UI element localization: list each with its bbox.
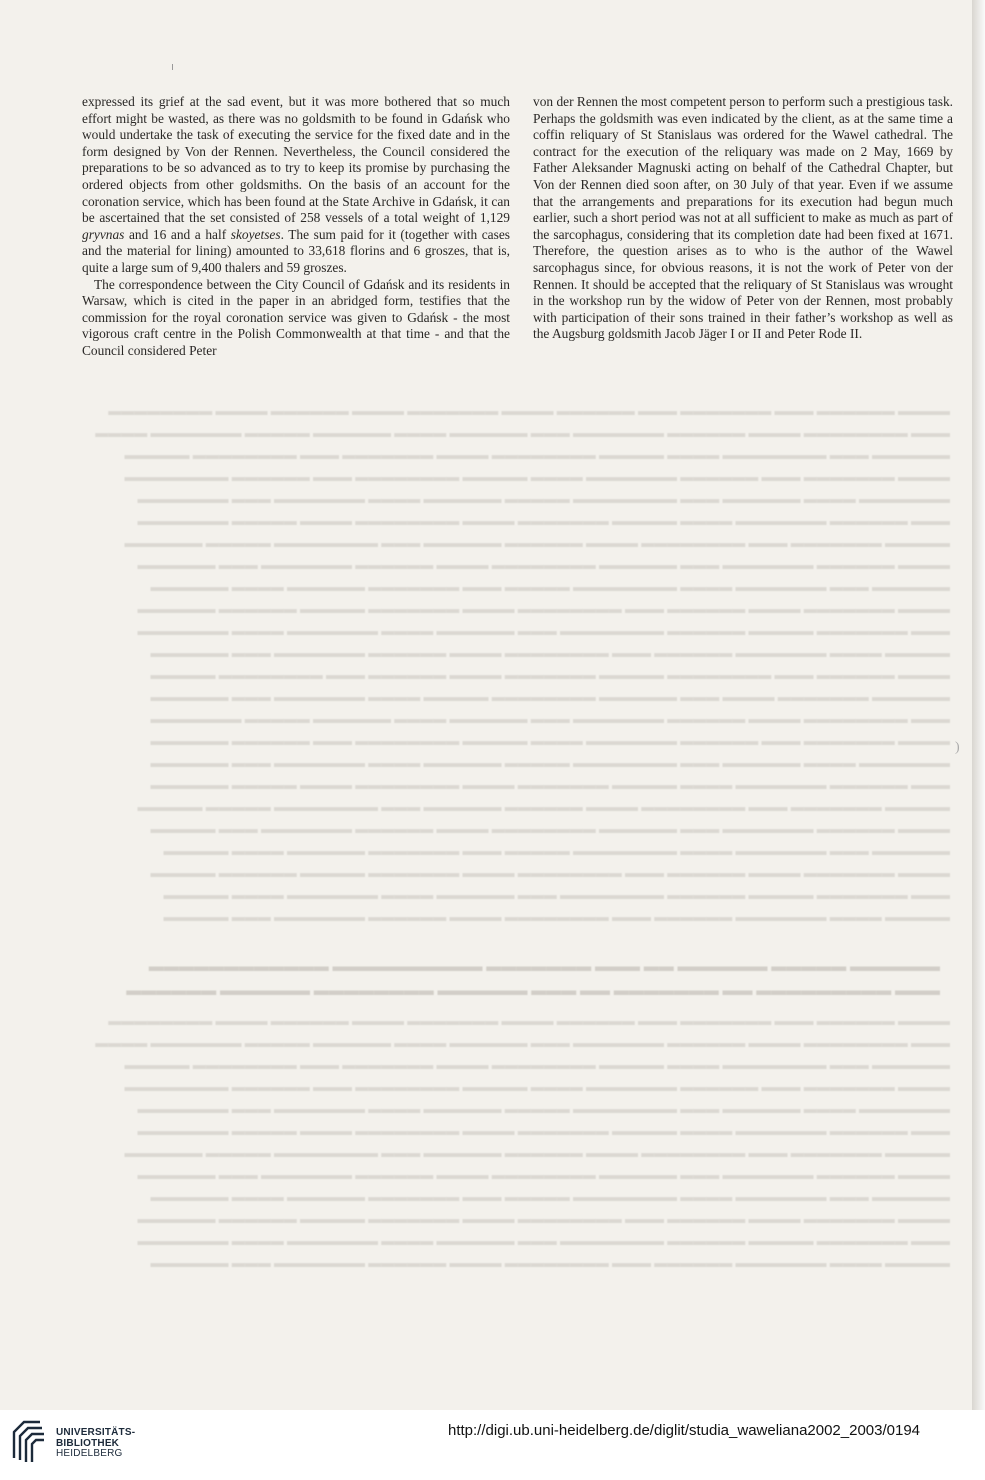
footer-bar xyxy=(0,1410,985,1480)
left-paragraph-1: expressed its grief at the sad event, but it was more bothered that so much effort might be wasted, as there was no goldsmith to be found in Gdańsk who would undertake the task of executing the service for the fixed date and in the form designed by Von der Rennen. Nevertheless, the Council considered the preparations to be so advanced as to try to keep its promise by purchasing the ordered objects from other goldsmiths. On the basis of an account for the coronation service, which has been found at the State Archive in Gdańsk, it can be ascertained that the set consisted of 258 vessels of a total weight of 1,129 gryvnas and 16 and a half skoyetses. The sum paid for it (together with cases and the material for lining) amounted to 33,618 florins and 6 groszes, that is, quite a large sum of 9,400 thalers and 59 groszes. xyxy=(82,94,510,275)
library-name[interactable]: UNIVERSITÄTS- BIBLIOTHEK HEIDELBERG xyxy=(56,1427,136,1459)
left-text-column xyxy=(82,94,510,360)
left-paragraph-2: The correspondence between the City Council of Gdańsk and its residents in Warsaw, which is cited in the paper in an abridged form, testifies that the commission for the royal coronation service was given to Gdańsk - the most vigorous craft centre in the Polish Commonwealth at that time - and that the Council considered Peter xyxy=(82,276,510,358)
permalink-url[interactable]: http://digi.ub.uni-heidelberg.de/diglit/studia_waweliana2002_2003/0194 xyxy=(448,1422,921,1439)
margin-tick xyxy=(172,64,173,70)
page-edge-shadow xyxy=(972,0,985,1410)
university-library-logo-icon[interactable] xyxy=(10,1418,48,1464)
right-text-column xyxy=(533,94,953,343)
right-paragraph-1: von der Rennen the most competent person to perform such a prestigious task. Perhaps the goldsmith was even indicated by the client, as at the same time a coffin reliquary of St Stanislaus was ordered for the Wawel cathedral. The contract for the execution of the reliquary was made on 2 May, 1669 by Father Aleksander Magnuski acting on behalf of the Cathedral Chapter, but Von der Rennen died soon after, on 30 July of that year. Even if we assume that the arrangements and preparations for its execution had begun much earlier, such a short period was not at all sufficient to make as much as part of the sarcophagus, considering that its completion date had been fixed at 1671. Therefore, the question arises as to who is the author of the Wawel sarcophagus since, for obvious reasons, it is not the work of Peter von der Rennen. It should be accepted that the reliquary of St Stanislaus was wrought in the workshop run by the widow of Peter von der Rennen, most probably with participation of their sons trained in their father’s workshop as well as the Augsburg goldsmith Jacob Jäger I or II and Peter Rode II. xyxy=(533,94,953,342)
margin-bracket-mark: ) xyxy=(955,740,960,755)
bleed-through-text: ▬▬▬▬ ▬▬▬▬▬▬ ▬▬▬ ▬▬▬▬▬▬▬ ▬▬▬ ▬▬▬▬▬▬ ▬▬▬▬ ▬▬▬▬▬▬▬ ▬▬▬▬ ▬▬▬▬▬▬ ▬▬▬▬ ▬▬▬▬▬▬▬▬ ▬▬▬ ▬▬▬▬▬▬▬▬ ▬▬▬▬ ▬▬▬▬▬▬ ▬▬▬▬▬▬▬ ▬▬▬ ▬▬▬▬▬▬ ▬▬▬▬ ▬▬▬▬▬▬ ▬▬▬▬▬ ▬▬▬▬▬▬▬ ▬▬▬▬ ▬▬▬▬▬▬ ▬▬▬ ▬▬▬▬▬▬▬▬ ▬▬▬▬ ▬▬▬▬▬ ▬▬▬▬▬▬▬▬ ▬▬▬▬ ▬▬▬▬▬▬▬ ▬▬▬ ▬▬▬▬▬▬▬▬ ▬▬▬▬▬ ▬▬▬▬ ▬▬▬▬▬▬▬ ▬▬▬ ▬▬▬▬▬▬ ▬▬▬▬▬▬▬ ▬▬▬▬ ▬▬▬▬▬ ▬▬▬▬▬▬▬▬ ▬▬▬ ▬▬▬▬▬▬ ▬▬▬▬▬▬▬▬ ▬▬▬▬▬▬▬ ▬▬▬▬ ▬▬▬▬▬▬ ▬▬▬ ▬▬▬▬▬▬▬▬ ▬▬▬▬▬ ▬▬▬▬▬▬ ▬▬▬▬ ▬▬▬▬▬▬▬ ▬▬▬ ▬▬▬▬▬▬▬ ▬▬▬ ▬▬▬▬▬▬ ▬▬▬▬▬▬▬ ▬▬▬▬ ▬▬▬▬▬ ▬▬▬▬▬▬▬ ▬▬▬▬ ▬▬▬▬▬▬▬▬ ▬▬▬▬ ▬▬▬▬▬ ▬▬▬▬▬▬▬ ▬▬▬▬▬ ▬▬▬▬▬▬▬ ▬▬▬ ▬▬▬▬▬▬▬▬ ▬▬▬▬ ▬▬▬▬▬▬ ▬▬▬▬▬▬ ▬▬▬ ▬▬▬▬▬▬▬▬ ▬▬▬▬▬ ▬▬▬▬▬▬ ▬▬▬▬ ▬▬▬▬▬▬ ▬▬▬▬▬▬▬ ▬▬▬ ▬▬▬▬▬▬ ▬▬▬▬▬▬▬▬ ▬▬▬▬ ▬▬▬▬▬▬ ▬▬▬▬▬▬▬ ▬▬▬ ▬▬▬▬▬▬ ▬▬▬▬▬▬ ▬▬▬ ▬▬▬▬▬▬▬ ▬▬▬▬ ▬▬▬▬▬▬▬▬ ▬▬▬▬▬ ▬▬▬ ▬▬▬▬▬▬▬ ▬▬▬▬▬▬ ▬▬▬▬ ▬▬▬▬▬▬ ▬▬▬▬ ▬▬▬▬▬▬▬ ▬▬▬▬ ▬▬▬▬▬▬ ▬▬▬ ▬▬▬▬▬▬▬▬ ▬▬▬▬ ▬▬▬▬▬▬▬ ▬▬▬▬▬ ▬▬▬▬▬▬ ▬▬▬▬▬▬ ▬▬▬ ▬▬▬▬▬▬▬ ▬▬▬▬▬ ▬▬▬▬▬▬ ▬▬▬▬▬▬▬▬ ▬▬▬ ▬▬▬▬▬▬ ▬▬▬▬ ▬▬▬▬▬▬▬ ▬▬▬▬ ▬▬▬▬▬▬▬ ▬▬▬▬▬ ▬▬▬▬ ▬▬▬▬▬▬▬ ▬▬▬▬▬▬ ▬▬▬ ▬▬▬▬▬▬▬▬ ▬▬▬▬ ▬▬▬▬▬▬ ▬▬▬▬▬▬▬ ▬▬▬ ▬▬▬▬▬▬ ▬▬▬▬ ▬▬▬▬▬▬ ▬▬▬ ▬▬▬▬▬▬▬▬ ▬▬▬▬▬ ▬▬▬▬▬▬▬ ▬▬▬▬ ▬▬▬▬▬▬ ▬▬▬ ▬▬▬▬▬▬▬▬ ▬▬▬▬▬ ▬▬▬▬▬▬ ▬▬▬▬▬▬▬ ▬▬▬▬ ▬▬▬ ▬▬▬▬▬▬ ▬▬▬▬▬▬▬▬ ▬▬▬▬▬ ▬▬▬▬ ▬▬▬▬▬▬▬ ▬▬▬ ▬▬▬▬▬▬ ▬▬▬ ▬▬▬▬▬▬▬▬ ▬▬▬▬ ▬▬▬▬▬▬ ▬▬▬▬▬▬▬ ▬▬▬ ▬▬▬▬▬▬ ▬▬▬▬ ▬▬▬▬▬▬ ▬▬▬▬▬ ▬▬▬▬▬▬▬ ▬▬▬▬ ▬▬▬▬▬▬▬ ▬▬▬ ▬▬▬▬▬▬ ▬▬▬▬▬▬▬ ▬▬▬▬ ▬▬▬▬▬ ▬▬▬▬▬▬▬▬ ▬▬▬ ▬▬▬▬▬▬ ▬▬▬▬▬▬ ▬▬▬▬▬▬▬ ▬▬▬▬ ▬▬▬▬▬▬ ▬▬▬ ▬▬▬▬▬▬▬▬ ▬▬▬▬▬ ▬▬▬▬▬▬ ▬▬▬▬ ▬▬▬▬▬▬▬ ▬▬▬ ▬▬▬▬▬▬ ▬▬▬ ▬▬▬▬▬▬ ▬▬▬▬▬▬▬ ▬▬▬▬ ▬▬▬▬▬ ▬▬▬▬▬▬▬ ▬▬▬▬ ▬▬▬▬▬▬▬▬ ▬▬▬▬ ▬▬▬▬▬ ▬▬▬▬▬▬ ▬▬▬▬▬ ▬▬▬▬▬▬▬ ▬▬▬ ▬▬▬▬▬▬▬▬ ▬▬▬▬ ▬▬▬▬▬▬ ▬▬▬▬▬▬ ▬▬▬ ▬▬▬▬▬▬▬▬ ▬▬▬▬▬ ▬▬▬▬▬ ▬▬▬▬ ▬▬▬▬▬▬ ▬▬▬▬▬▬▬ ▬▬▬ ▬▬▬▬▬▬ ▬▬▬▬▬▬▬▬ ▬▬▬▬ ▬▬▬▬▬▬ ▬▬▬▬▬▬▬ ▬▬▬ ▬▬▬▬▬ ▬▬▬▬▬▬ ▬▬▬ ▬▬▬▬▬▬▬ ▬▬▬▬ ▬▬▬▬▬▬▬▬ ▬▬▬▬▬ ▬▬▬ ▬▬▬▬▬▬▬ ▬▬▬▬▬▬ ▬▬▬▬ ▬▬▬▬▬ ▬▬▬▬ ▬▬▬▬▬▬▬ ▬▬▬▬ ▬▬▬▬▬▬ ▬▬▬ ▬▬▬▬▬▬▬▬ ▬▬▬▬ ▬▬▬▬▬▬▬ ▬▬▬▬▬ ▬▬▬▬▬▬ ▬▬▬▬▬ ▬▬▬ ▬▬▬▬▬▬▬ ▬▬▬▬▬ ▬▬▬▬▬▬ ▬▬▬▬▬▬▬▬ ▬▬▬ ▬▬▬▬▬▬ ▬▬▬▬ ▬▬▬▬▬▬▬ ▬▬▬▬ ▬▬▬▬▬ ▬▬▬▬▬ ▬▬▬▬ ▬▬▬▬▬▬▬ ▬▬▬▬▬▬ ▬▬▬ ▬▬▬▬▬▬▬▬ ▬▬▬▬ ▬▬▬▬▬▬ ▬▬▬▬▬▬▬ ▬▬▬ ▬▬▬▬▬ xyxy=(95,403,950,924)
bleed-through-text-lower: ▬▬▬▬ ▬▬▬▬▬▬ ▬▬▬ ▬▬▬▬▬▬▬ ▬▬▬ ▬▬▬▬▬▬ ▬▬▬▬ ▬▬▬▬▬▬▬ ▬▬▬▬ ▬▬▬▬▬▬ ▬▬▬▬ ▬▬▬▬▬▬▬▬ ▬▬▬ ▬▬▬▬▬▬▬▬ ▬▬▬▬ ▬▬▬▬▬▬ ▬▬▬▬▬▬▬ ▬▬▬ ▬▬▬▬▬▬ ▬▬▬▬ ▬▬▬▬▬▬ ▬▬▬▬▬ ▬▬▬▬▬▬▬ ▬▬▬▬ ▬▬▬▬▬▬ ▬▬▬ ▬▬▬▬▬▬▬▬ ▬▬▬▬ ▬▬▬▬▬ ▬▬▬▬▬▬▬▬ ▬▬▬▬ ▬▬▬▬▬▬▬ ▬▬▬ ▬▬▬▬▬▬▬▬ ▬▬▬▬▬ ▬▬▬▬ ▬▬▬▬▬▬▬ ▬▬▬ ▬▬▬▬▬▬ ▬▬▬▬▬▬▬ ▬▬▬▬ ▬▬▬▬▬ ▬▬▬▬▬▬▬▬ ▬▬▬ ▬▬▬▬▬▬ ▬▬▬▬▬▬▬▬ ▬▬▬▬▬▬▬ ▬▬▬▬ ▬▬▬▬▬▬ ▬▬▬ ▬▬▬▬▬▬▬▬ ▬▬▬▬▬ ▬▬▬▬▬▬ ▬▬▬▬ ▬▬▬▬▬▬▬ ▬▬▬ ▬▬▬▬▬▬▬ ▬▬▬ ▬▬▬▬▬▬ ▬▬▬▬▬▬▬ ▬▬▬▬ ▬▬▬▬▬ ▬▬▬▬▬▬▬ ▬▬▬▬ ▬▬▬▬▬▬▬▬ ▬▬▬▬ ▬▬▬▬▬ ▬▬▬▬▬▬▬ ▬▬▬▬▬ ▬▬▬▬▬▬▬ ▬▬▬ ▬▬▬▬▬▬▬▬ ▬▬▬▬ ▬▬▬▬▬▬ ▬▬▬▬▬▬ ▬▬▬ ▬▬▬▬▬▬▬▬ ▬▬▬▬▬ ▬▬▬▬▬▬ ▬▬▬▬ ▬▬▬▬▬▬ ▬▬▬▬▬▬▬ ▬▬▬ ▬▬▬▬▬▬ ▬▬▬▬▬▬▬▬ ▬▬▬▬ ▬▬▬▬▬▬ ▬▬▬▬▬▬▬ ▬▬▬ ▬▬▬▬▬▬ ▬▬▬▬▬▬ ▬▬▬ ▬▬▬▬▬▬▬ ▬▬▬▬ ▬▬▬▬▬▬▬▬ ▬▬▬▬▬ ▬▬▬ ▬▬▬▬▬▬▬ ▬▬▬▬▬▬ ▬▬▬▬ ▬▬▬▬▬▬ ▬▬▬▬ ▬▬▬▬▬▬▬ ▬▬▬▬ ▬▬▬▬▬▬ ▬▬▬ ▬▬▬▬▬▬▬▬ ▬▬▬▬ ▬▬▬▬▬▬▬ ▬▬▬▬▬ ▬▬▬▬▬▬ ▬▬▬▬▬▬ ▬▬▬ ▬▬▬▬▬▬▬ ▬▬▬▬▬ ▬▬▬▬▬▬ ▬▬▬▬▬▬▬▬ ▬▬▬ ▬▬▬▬▬▬ ▬▬▬▬ ▬▬▬▬▬▬▬ ▬▬▬▬ ▬▬▬▬▬▬▬ ▬▬▬▬▬ ▬▬▬▬ ▬▬▬▬▬▬▬ ▬▬▬▬▬▬ ▬▬▬ ▬▬▬▬▬▬▬▬ ▬▬▬▬ ▬▬▬▬▬▬ ▬▬▬▬▬▬▬ ▬▬▬ ▬▬▬▬▬▬ xyxy=(95,1013,950,1270)
bleed-through-heading: ▬▬▬▬▬▬ ▬▬▬▬▬ ▬▬▬▬▬▬ ▬▬ ▬▬▬ ▬▬▬▬▬▬▬ ▬▬▬▬▬▬▬▬▬▬ ▬▬▬▬▬▬▬▬▬▬▬▬ ▬▬▬ ▬▬▬▬▬▬▬▬▬ ▬▬ ▬▬▬▬▬▬▬ ▬▬ ▬▬▬ ▬▬▬▬▬▬ ▬▬▬▬▬▬▬▬ ▬▬▬▬▬▬ ▬▬▬▬▬▬ xyxy=(126,959,940,999)
